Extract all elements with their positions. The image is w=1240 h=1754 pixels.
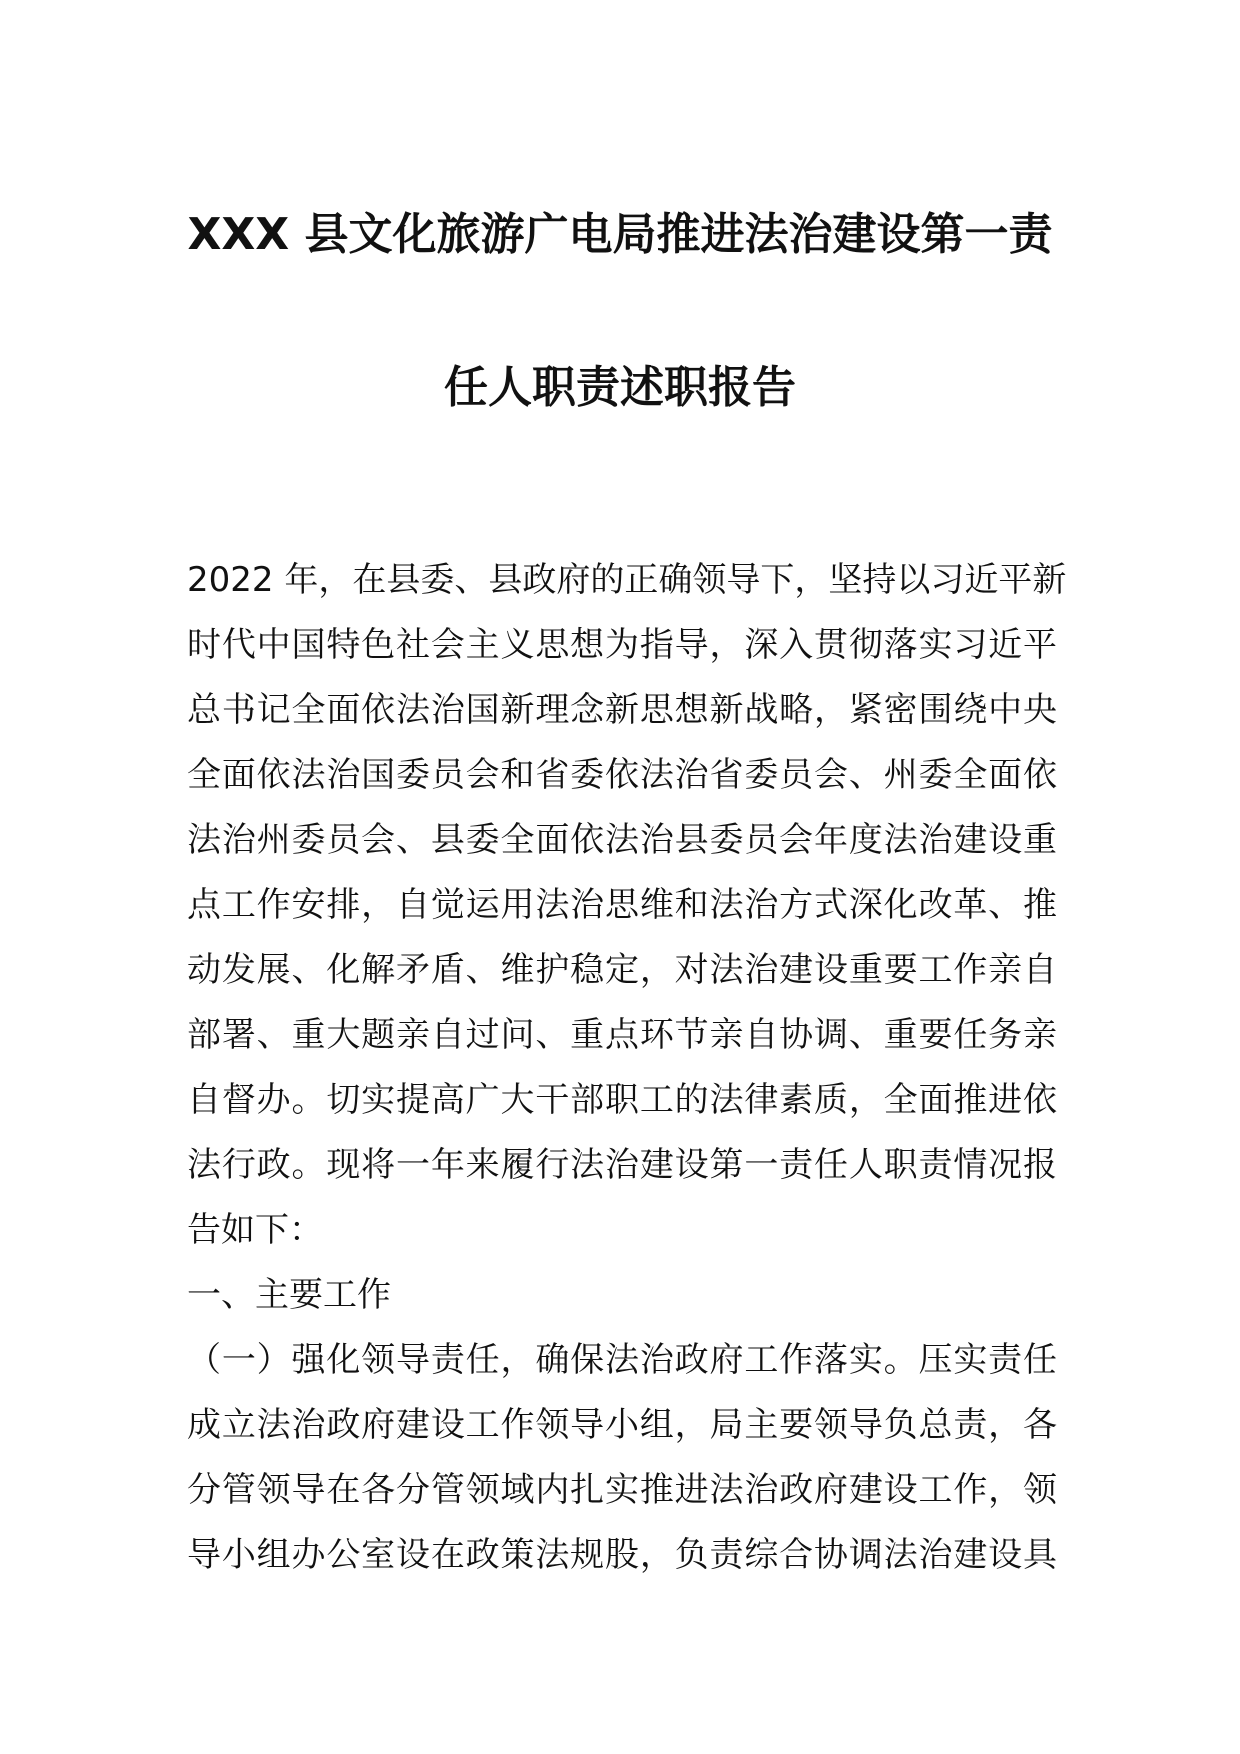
body-line-7: 动发展、化解矛盾、维护稳定，对法治建设重要工作亲自 xyxy=(187,950,1057,990)
body-line-2: 时代中国特色社会主义思想为指导，深入贯彻落实习近平 xyxy=(187,625,1057,665)
document-title-line-1: XXX 县文化旅游广电局推进法治建设第一责 xyxy=(187,209,1053,260)
document-title-line-2: 任人职责述职报告 xyxy=(444,362,796,413)
body-line-1: 2022 年，在县委、县政府的正确领导下，坚持以习近平新 xyxy=(187,560,1067,600)
body-line-8: 部署、重大题亲自过问、重点环节亲自协调、重要任务亲 xyxy=(187,1015,1057,1055)
body-line-5: 法治州委员会、县委全面依法治县委员会年度法治建设重 xyxy=(187,820,1057,860)
body-line-11: 告如下： xyxy=(187,1210,323,1250)
body-line-13: （一）强化领导责任，确保法治政府工作落实。压实责任 xyxy=(187,1340,1057,1380)
body-line-6: 点工作安排，自觉运用法治思维和法治方式深化改革、推 xyxy=(187,885,1057,925)
body-line-4: 全面依法治国委员会和省委依法治省委员会、州委全面依 xyxy=(187,755,1057,795)
body-line-3: 总书记全面依法治国新理念新思想新战略，紧密围绕中央 xyxy=(187,690,1057,730)
body-line-15: 分管领导在各分管领域内扎实推进法治政府建设工作，领 xyxy=(187,1470,1057,1510)
body-line-16: 导小组办公室设在政策法规股，负责综合协调法治建设具 xyxy=(187,1535,1057,1575)
body-line-9: 自督办。切实提高广大干部职工的法律素质，全面推进依 xyxy=(187,1080,1057,1120)
body-line-14: 成立法治政府建设工作领导小组，局主要领导负总责，各 xyxy=(187,1405,1057,1445)
body-line-10: 法行政。现将一年来履行法治建设第一责任人职责情况报 xyxy=(187,1145,1057,1185)
section-heading-main-work: 一、主要工作 xyxy=(187,1275,391,1315)
document-body xyxy=(187,548,1067,1588)
